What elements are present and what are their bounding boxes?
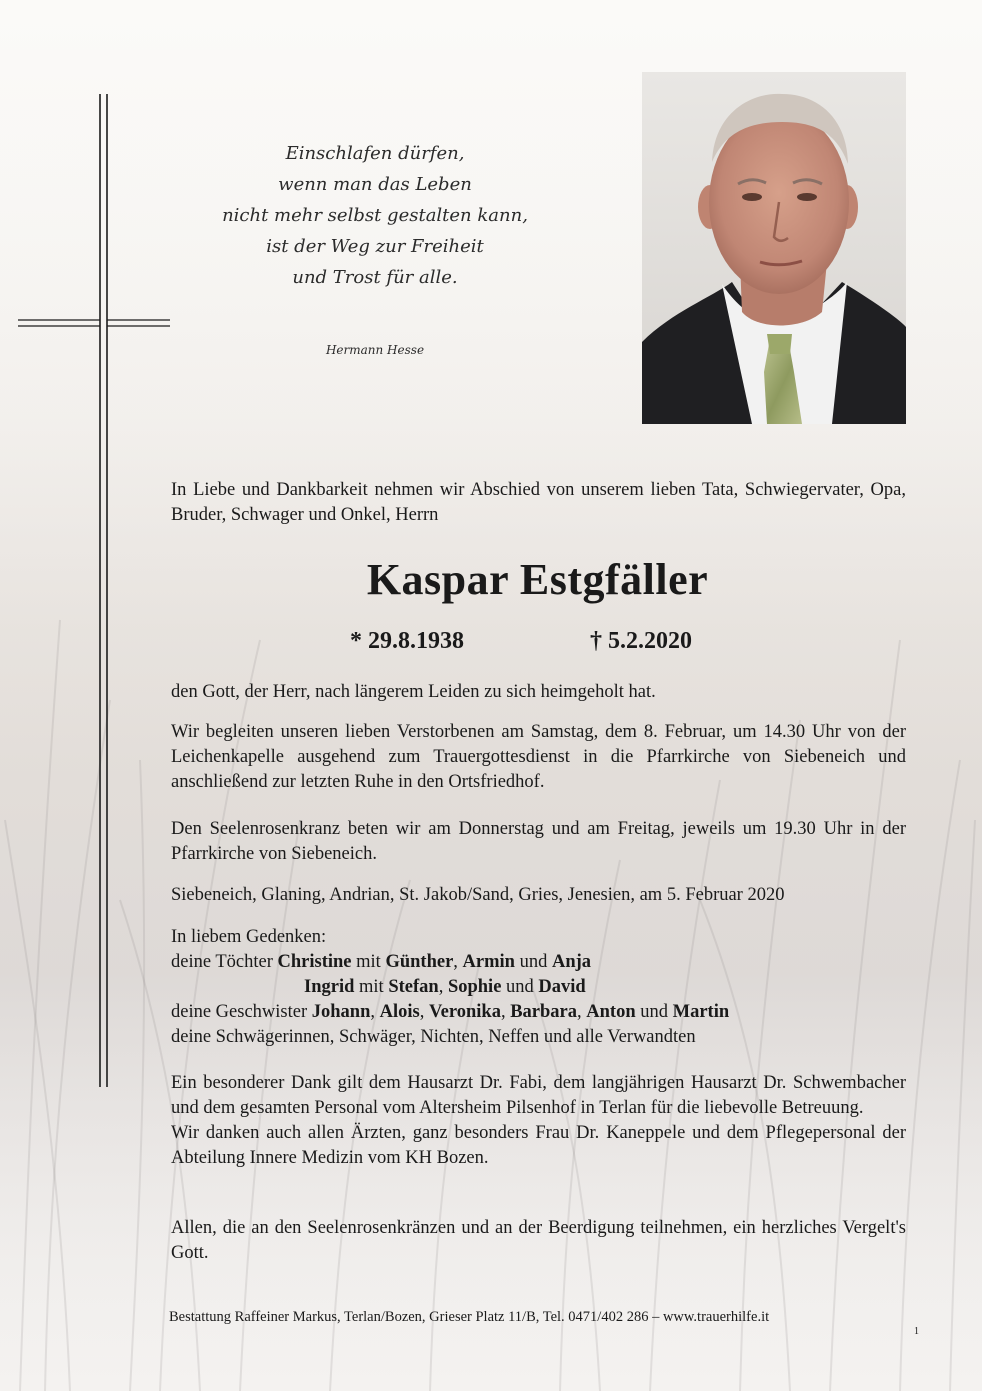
mourners-list bbox=[171, 925, 906, 1050]
mourner-name: Anton bbox=[586, 1002, 636, 1022]
thanks-text bbox=[171, 1071, 906, 1171]
quote-line: nicht mehr selbst gestalten kann, bbox=[222, 205, 528, 226]
mourners-text: , bbox=[419, 1002, 429, 1022]
portrait-photo bbox=[642, 72, 906, 424]
mourners-text: , bbox=[453, 952, 463, 972]
place-date-text bbox=[171, 883, 906, 908]
death-date: † 5.2.2020 bbox=[590, 628, 692, 654]
funeral-paragraph: Wir begleiten unseren lieben Verstorbenen am Samstag, dem 8. Februar, um 14.30 Uhr von der Leichenkapelle ausgehend zum Trauergottesdienst in die Pfarrkirche von Siebeneich und anschließend zur letzten Ruhe in den Ortsfriedhof. bbox=[171, 722, 906, 792]
quote-line: Einschlafen dürfen, bbox=[285, 143, 465, 164]
deceased-name: Kaspar Estgfäller bbox=[366, 555, 709, 604]
mourners-text: deine Geschwister bbox=[171, 1002, 312, 1022]
quote-line: und Trost für alle. bbox=[292, 267, 458, 288]
mourners-line-siblings bbox=[171, 1000, 906, 1025]
closing-text bbox=[171, 1216, 906, 1266]
mourners-text: und bbox=[501, 977, 539, 997]
mourner-name: Johann bbox=[311, 1002, 371, 1022]
mourners-text: mit bbox=[351, 952, 386, 972]
mourners-text: mit bbox=[354, 977, 389, 997]
mourner-name: Armin bbox=[462, 952, 515, 972]
place-date-paragraph: Siebeneich, Glaning, Andrian, St. Jakob/Sand, Gries, Jenesien, am 5. Februar 2020 bbox=[171, 885, 785, 905]
mourners-heading: In liebem Gedenken: bbox=[171, 927, 327, 947]
mourners-text: , bbox=[438, 977, 448, 997]
mourner-name: David bbox=[538, 977, 586, 997]
hesse-quote bbox=[210, 138, 540, 293]
passing-text bbox=[171, 680, 906, 705]
mourners-text: , bbox=[370, 1002, 380, 1022]
thanks-paragraph: Wir danken auch allen Ärzten, ganz besonders Frau Dr. Kaneppele und dem Pflegepersonal der Abteilung Innere Medizin vom KH Bozen. bbox=[171, 1123, 906, 1168]
quote-line: wenn man das Leben bbox=[278, 174, 472, 195]
mourner-name: Martin bbox=[672, 1002, 730, 1022]
rosary-text bbox=[171, 817, 906, 867]
mourner-name: Barbara bbox=[510, 1002, 578, 1022]
rosary-paragraph: Den Seelenrosenkranz beten wir am Donnerstag und am Freitag, jeweils um 19.30 Uhr in der Pfarrkirche von Siebeneich. bbox=[171, 819, 906, 864]
mourners-text: deine Töchter bbox=[171, 952, 278, 972]
mourner-name: Stefan bbox=[388, 977, 439, 997]
mourners-text: , bbox=[500, 1002, 511, 1022]
closing-paragraph: Allen, die an den Seelenrosenkränzen und an der Beerdigung teilnehmen, ein herzliches Vergelt's Gott. bbox=[171, 1218, 906, 1263]
intro-text: In Liebe und Dankbarkeit nehmen wir Abschied von unserem lieben Tata, Schwiegervater, Opa, Bruder, Schwager und Onkel, Herrn bbox=[171, 480, 906, 525]
mourner-name: Anja bbox=[551, 952, 592, 972]
thanks-paragraph: Ein besonderer Dank gilt dem Hausarzt Dr. Fabi, dem langjährigen Hausarzt Dr. Schwembacher und dem gesamten Personal vom Altersheim Pilsenhof in Terlan für die liebevolle Betreuung. bbox=[171, 1073, 906, 1118]
mourner-name: Sophie bbox=[447, 977, 502, 997]
mourner-name: Ingrid bbox=[304, 977, 355, 997]
funeral-home-footer: Bestattung Raffeiner Markus, Terlan/Bozen, Grieser Platz 11/B, Tel. 0471/402 286 – www.trauerhilfe.it bbox=[169, 1309, 770, 1325]
cross-icon bbox=[18, 92, 173, 1092]
mourners-text: und bbox=[514, 952, 552, 972]
page-number: 1 bbox=[914, 1326, 919, 1337]
quote-author: Hermann Hesse bbox=[325, 343, 425, 357]
passing-paragraph: den Gott, der Herr, nach längerem Leiden zu sich heimgeholt hat. bbox=[171, 682, 656, 702]
mourners-line-relatives: deine Schwägerinnen, Schwäger, Nichten, Neffen und alle Verwandten bbox=[171, 1027, 696, 1047]
quote-line: ist der Weg zur Freiheit bbox=[266, 236, 484, 257]
mourners-line-ingrid bbox=[171, 975, 906, 1000]
mourners-text: , bbox=[577, 1002, 587, 1022]
mourner-name: Günther bbox=[385, 952, 454, 972]
mourner-name: Alois bbox=[379, 1002, 420, 1022]
mourner-name: Veronika bbox=[428, 1002, 501, 1022]
funeral-text bbox=[171, 720, 906, 795]
mourners-text: und bbox=[635, 1002, 673, 1022]
birth-date: * 29.8.1938 bbox=[350, 628, 464, 654]
mourners-line-daughters bbox=[171, 950, 906, 975]
mourner-name: Christine bbox=[277, 952, 352, 972]
